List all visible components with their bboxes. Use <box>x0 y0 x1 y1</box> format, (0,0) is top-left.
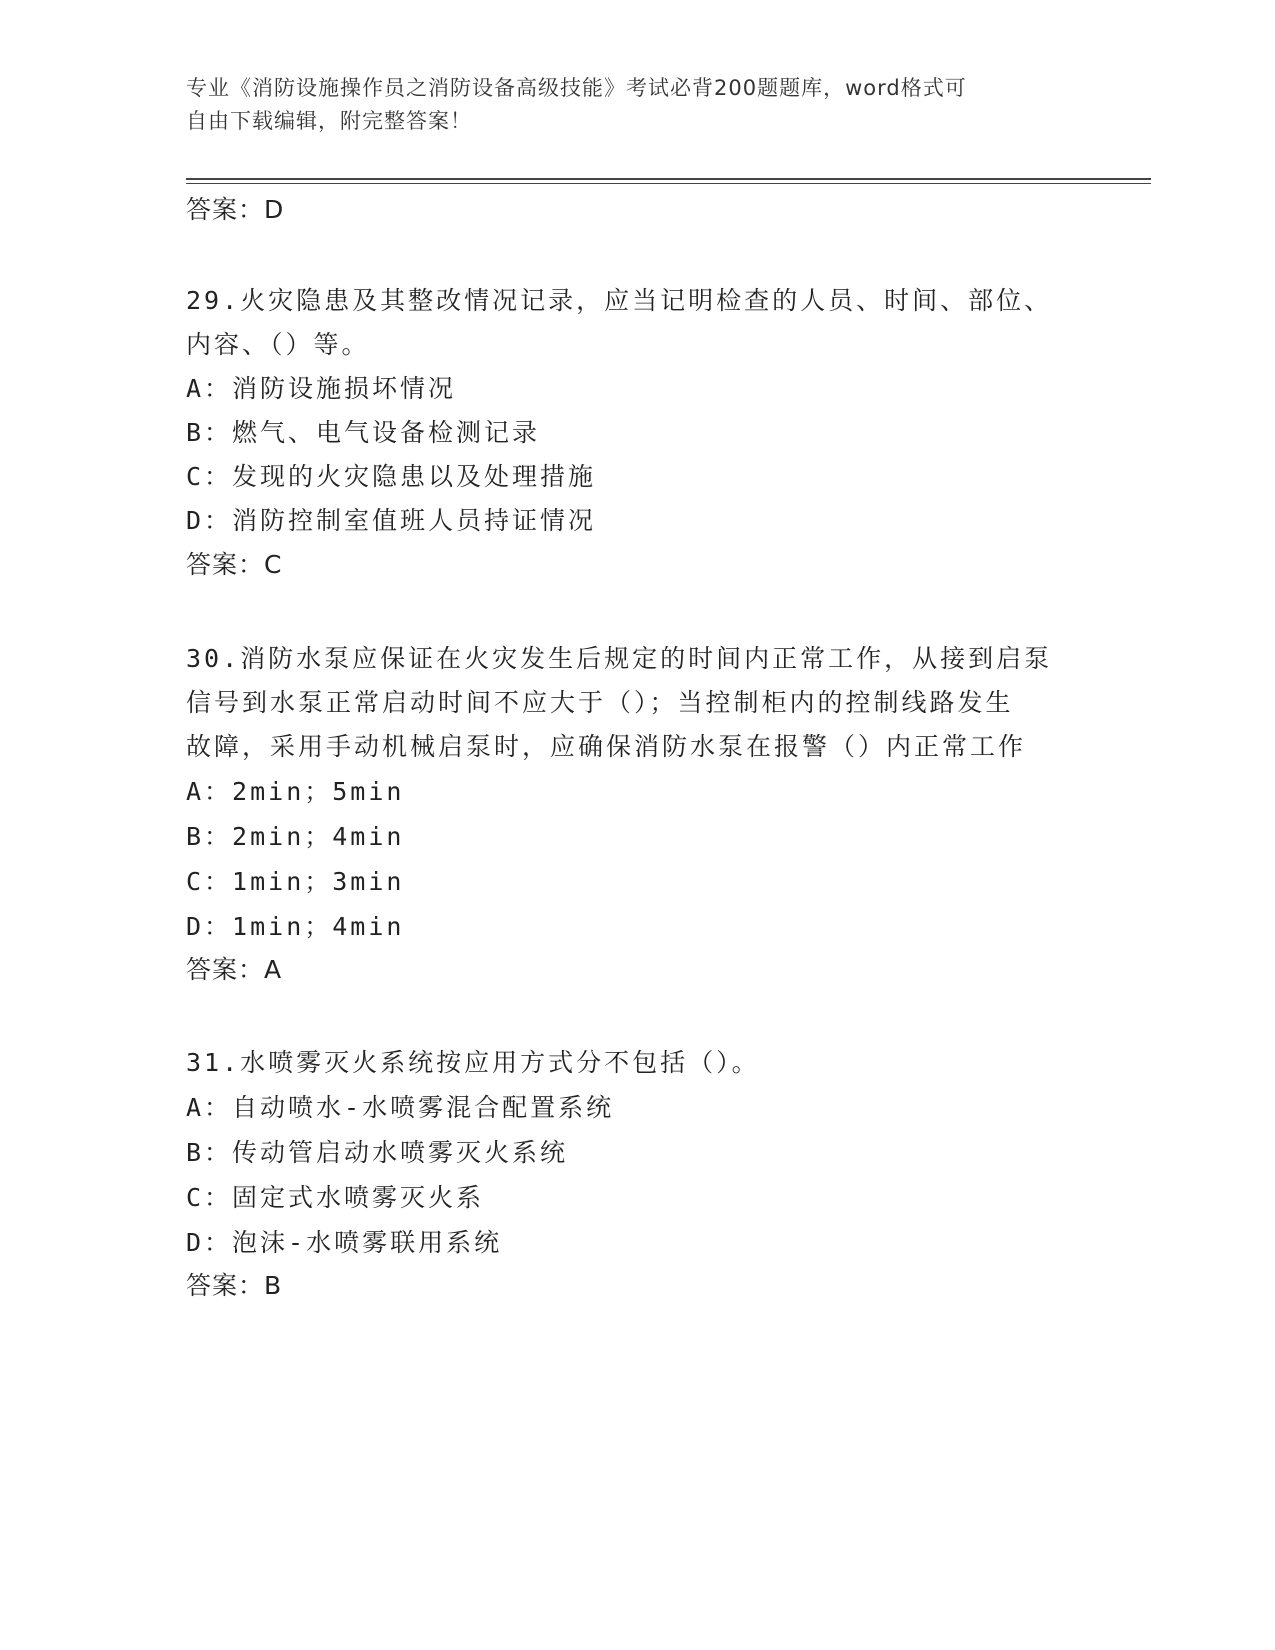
question-31-option-a: A：自动喷水-水喷雾混合配置系统 <box>186 1093 615 1122</box>
question-30-option-b: B：2min；4min <box>186 822 405 851</box>
question-30-option-a: A：2min；5min <box>186 777 405 806</box>
question-29-option-c: C：发现的火灾隐患以及处理措施 <box>186 462 597 491</box>
question-31-answer: 答案：B <box>186 1271 283 1300</box>
header-divider-thin <box>186 183 1151 184</box>
question-29-text-line-2: 内容、（）等。 <box>186 330 370 359</box>
answer-prev: 答案：D <box>186 195 285 224</box>
question-30-option-c: C：1min；3min <box>186 867 405 896</box>
question-31-text-line-1: 31.水喷雾灭火系统按应用方式分不包括（）。 <box>186 1048 760 1077</box>
question-31-option-b: B：传动管启动水喷雾灭火系统 <box>186 1138 569 1167</box>
question-29-option-d: D：消防控制室值班人员持证情况 <box>186 506 597 535</box>
question-29-option-a: A：消防设施损坏情况 <box>186 374 457 403</box>
question-29-answer: 答案：C <box>186 550 283 579</box>
header-divider-thick <box>186 178 1151 180</box>
question-30-text-line-2: 信号到水泵正常启动时间不应大于（）；当控制柜内的控制线路发生 <box>186 688 1014 717</box>
header-line-2: 自由下载编辑，附完整答案！ <box>186 109 472 133</box>
question-31-option-d: D：泡沫-水喷雾联用系统 <box>186 1228 503 1257</box>
question-30-text-line-1: 30.消防水泵应保证在火灾发生后规定的时间内正常工作，从接到启泵 <box>186 644 1053 673</box>
question-29-text-line-1: 29.火灾隐患及其整改情况记录，应当记明检查的人员、时间、部位、 <box>186 286 1053 315</box>
header-line-1: 专业《消防设施操作员之消防设备高级技能》考试必背200题题库，word格式可 <box>186 76 967 100</box>
question-30-text-line-3: 故障，采用手动机械启泵时，应确保消防水泵在报警（）内正常工作 <box>186 732 1027 761</box>
question-29-option-b: B：燃气、电气设备检测记录 <box>186 418 541 447</box>
question-30-answer: 答案：A <box>186 955 283 984</box>
document-header <box>186 72 1086 138</box>
question-31-option-c: C：固定式水喷雾灭火系 <box>186 1183 485 1212</box>
question-30-option-d: D：1min；4min <box>186 912 405 941</box>
